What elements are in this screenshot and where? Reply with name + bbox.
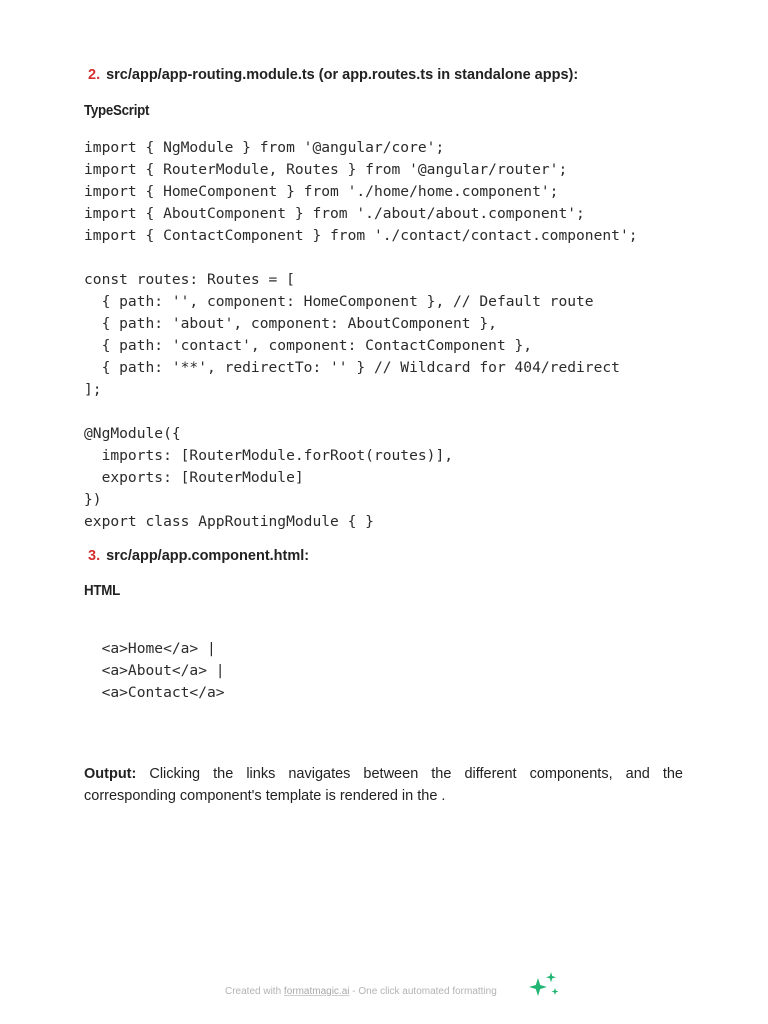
sparkle-icon	[528, 970, 562, 1000]
code-line: import { HomeComponent } from './home/home.component';	[84, 183, 559, 200]
section-2-heading	[88, 67, 578, 83]
code-line: import { AboutComponent } from './about/about.component';	[84, 205, 585, 222]
code-line: { path: 'about', component: AboutComponent },	[84, 315, 497, 332]
code-line: imports: [RouterModule.forRoot(routes)],	[84, 447, 454, 464]
code-line: <a>About</a> |	[84, 662, 225, 679]
code-line: export class AppRoutingModule { }	[84, 513, 374, 530]
section-2-title: src/app/app-routing.module.ts (or app.routes.ts in standalone apps):	[106, 67, 579, 83]
code-line: <a>Contact</a>	[84, 684, 225, 701]
output-paragraph	[84, 763, 683, 807]
code-line: { path: '**', redirectTo: '' } // Wildcard for 404/redirect	[84, 359, 620, 376]
footer-suffix: - One click automated formatting	[349, 986, 497, 997]
code-line: ];	[84, 381, 102, 398]
code-line: import { NgModule } from '@angular/core';	[84, 139, 445, 156]
section-2-number: 2.	[88, 67, 101, 83]
section-2-code-block	[84, 137, 638, 533]
section-3-language-label: HTML	[84, 583, 120, 599]
code-line: })	[84, 491, 102, 508]
section-3-heading	[88, 548, 309, 564]
section-3-number: 3.	[88, 548, 101, 564]
code-line: import { ContactComponent } from './contact/contact.component';	[84, 227, 638, 244]
output-text: Clicking the links navigates between the different components, and the corresponding component's template is rendered in the .	[84, 766, 683, 804]
section-2-language-label: TypeScript	[84, 103, 150, 119]
footer-prefix: Created with	[225, 986, 284, 997]
footer-link[interactable]: formatmagic.ai	[283, 986, 350, 997]
section-3-title: src/app/app.component.html:	[106, 548, 310, 564]
code-line: exports: [RouterModule]	[84, 469, 304, 486]
output-label: Output:	[84, 766, 137, 782]
code-line	[84, 247, 638, 269]
section-3-code-block	[84, 638, 225, 704]
code-line: @NgModule({	[84, 425, 181, 442]
footer-credit	[225, 986, 497, 997]
code-line: import { RouterModule, Routes } from '@angular/router';	[84, 161, 568, 178]
code-line	[84, 401, 638, 423]
code-line: <a>Home</a> |	[84, 640, 216, 657]
code-line: { path: '', component: HomeComponent }, // Default route	[84, 293, 594, 310]
code-line: const routes: Routes = [	[84, 271, 295, 288]
code-line: { path: 'contact', component: ContactComponent },	[84, 337, 533, 354]
